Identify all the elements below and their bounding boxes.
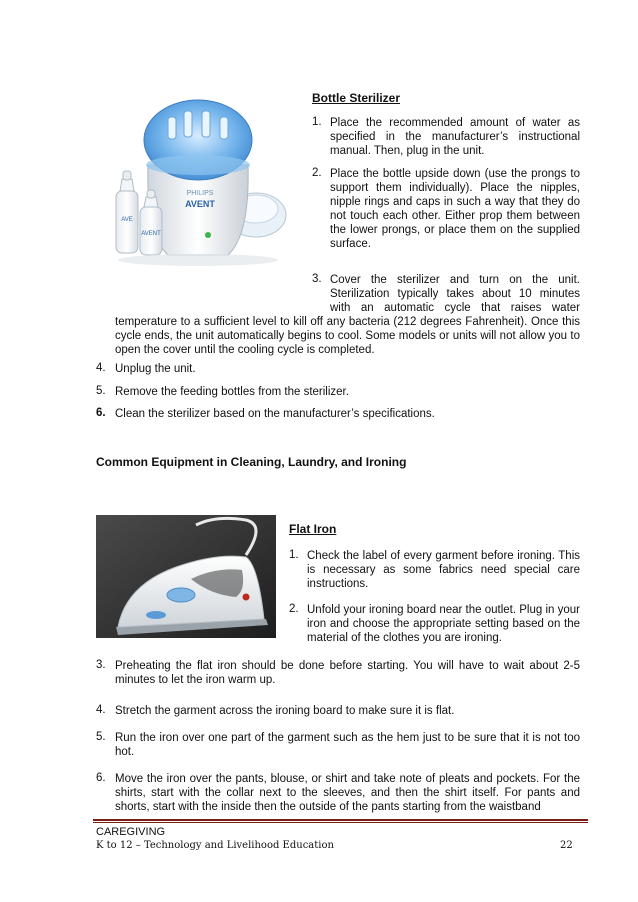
svg-text:PHILIPS: PHILIPS xyxy=(186,190,214,197)
sterilizer-step-2 xyxy=(312,167,580,251)
step-number: 1. xyxy=(289,549,299,561)
step-number: 3. xyxy=(96,659,106,671)
step-number: 5. xyxy=(96,731,106,743)
sterilizer-step-1 xyxy=(312,116,580,158)
iron-step-1 xyxy=(289,549,580,591)
step-text: Unplug the unit. xyxy=(115,363,196,375)
step-number: 4. xyxy=(96,704,106,716)
flat-iron-image xyxy=(96,515,276,638)
sterilizer-step-3 xyxy=(312,273,580,315)
iron-step-5 xyxy=(96,731,580,759)
step-number: 4. xyxy=(96,362,106,374)
sterilizer-heading: Bottle Sterilizer xyxy=(312,91,401,105)
footer-course: K to 12 – Technology and Livelihood Education xyxy=(96,840,334,851)
step-text: Remove the feeding bottles from the sterilizer. xyxy=(115,386,349,398)
sterilizer-image xyxy=(108,95,290,275)
step-line: Cover the sterilizer and turn on the unit. xyxy=(330,274,580,286)
sterilizer-step-6 xyxy=(96,407,580,421)
iron-heading: Flat Iron xyxy=(289,522,337,536)
step-text: Unfold your ironing board near the outlet. Plug in your iron and choose the appropriate setting based on the material of the clothes you are ironing. xyxy=(307,604,580,644)
iron-step-4 xyxy=(96,704,580,718)
iron-step-6 xyxy=(96,772,580,814)
footer-subject: CAREGIVING xyxy=(96,826,166,838)
step-number: 2. xyxy=(312,167,322,179)
step-text: Run the iron over one part of the garment such as the hem just to be sure that it is not too hot. xyxy=(115,732,580,758)
step-line: Sterilization typically takes about 10 minutes xyxy=(330,288,580,300)
step-number: 5. xyxy=(96,385,106,397)
step-text: Place the recommended amount of water as specified in the manufacturer’s instructional manual. Then, plug in the unit. xyxy=(330,117,580,157)
section-heading: Common Equipment in Cleaning, Laundry, and Ironing xyxy=(96,455,407,469)
sterilizer-step-3-continuation: temperature to a sufficient level to kill off any bacteria (212 degrees Fahrenheit). Once this cycle ends, the unit automatically begins to cool. Some models or units will not allow you to open the cover until the cooling cycle is completed. xyxy=(115,316,580,356)
sterilizer-step-5 xyxy=(96,385,580,399)
footer-rule xyxy=(93,822,588,823)
footer-rule xyxy=(93,819,588,821)
step-text: Clean the sterilizer based on the manufacturer’s specifications. xyxy=(115,408,435,420)
sterilizer-step-4 xyxy=(96,362,580,376)
iron-step-2 xyxy=(289,603,580,645)
iron-step-3 xyxy=(96,659,580,687)
step-text: Preheating the flat iron should be done before starting. You will have to wait about 2-5 minutes to let the iron warm up. xyxy=(115,660,580,686)
step-number: 1. xyxy=(312,116,322,128)
step-line: with an automatic cycle that raises water xyxy=(330,302,580,314)
step-number: 2. xyxy=(289,603,299,615)
step-number: 6. xyxy=(96,772,106,784)
step-text: Place the bottle upside down (use the prongs to support them individually). Place the nipples, nipple rings and caps in such a way that they do not touch each other. Either prop them between the lower prongs, or place them on the supplied surface. xyxy=(330,168,580,250)
step-text: Stretch the garment across the ironing board to make sure it is flat. xyxy=(115,705,455,717)
page-number: 22 xyxy=(560,840,573,851)
svg-text:AVENT: AVENT xyxy=(141,231,161,237)
step-text: Move the iron over the pants, blouse, or shirt and take note of pleats and pockets. For the shirts, start with the collar next to the sleeves, and then the shirt itself. For pants and shorts, start with the inside then the outside of the pants starting from the waistband xyxy=(115,773,580,813)
svg-text:AVENT: AVENT xyxy=(185,199,215,209)
step-number: 6. xyxy=(96,407,106,419)
svg-text:AVE: AVE xyxy=(121,217,133,223)
step-text: Check the label of every garment before ironing. This is necessary as some fabrics need special care instructions. xyxy=(307,550,580,590)
step-number: 3. xyxy=(312,273,322,285)
